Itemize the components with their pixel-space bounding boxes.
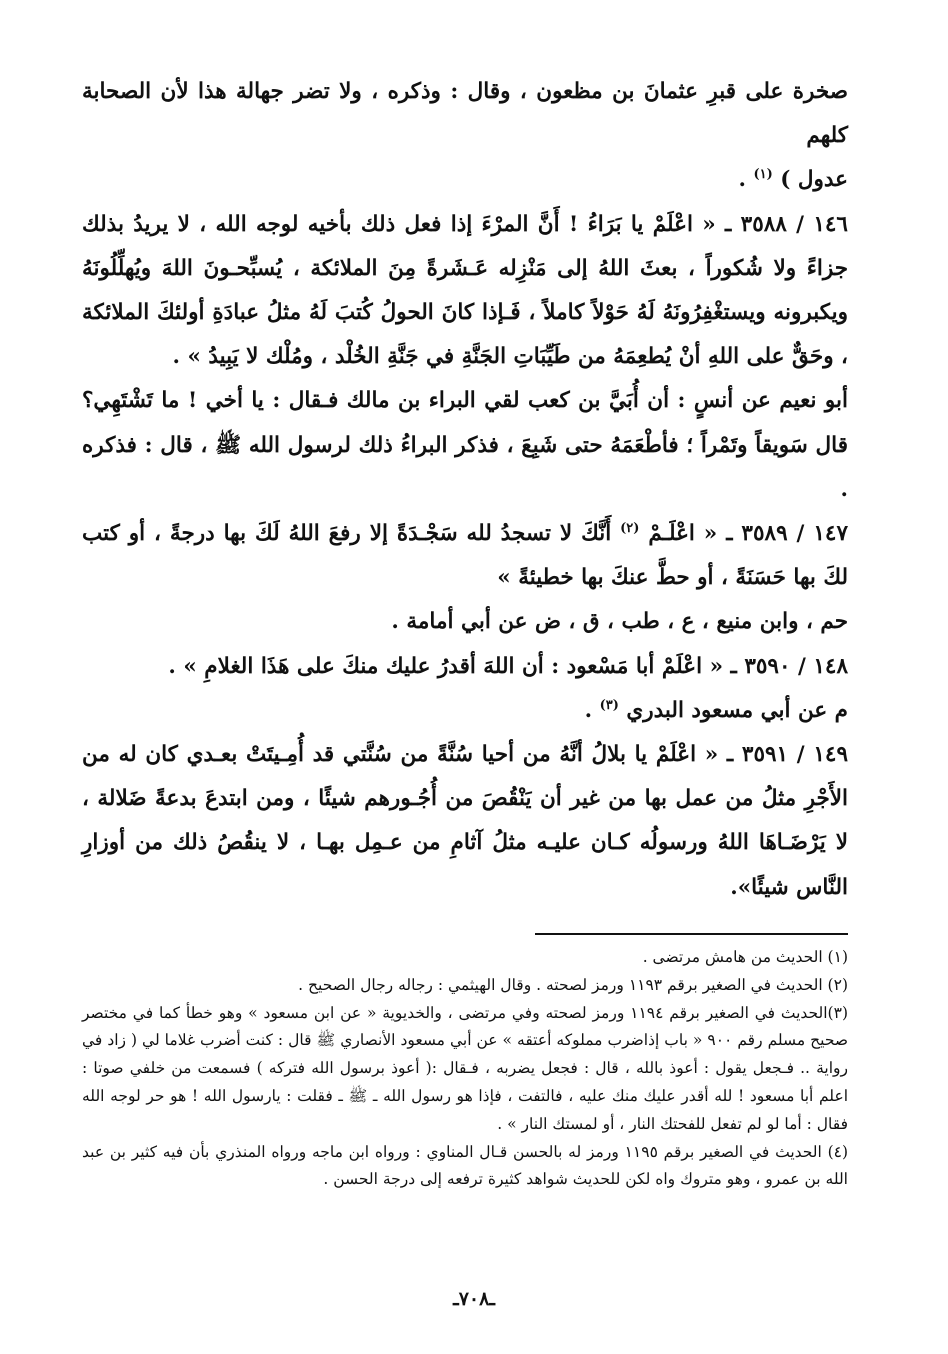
hadith-148-source <box>82 689 848 733</box>
hadith-text: « اعْلَمْ أبا مَسْعود : أن اللهَ أقدرُ عليك منكَ على هَذَا الغلامِ » . <box>168 653 724 679</box>
footnote-separator <box>535 933 848 935</box>
hadith-text-start: « اعْلَـمْ <box>639 521 718 547</box>
main-text <box>82 70 848 910</box>
hadith-147-source <box>82 600 848 644</box>
footnote-ref-2[interactable]: (٢) <box>620 520 640 536</box>
hadith-147 <box>82 512 848 600</box>
continuation-line-end: عدول ) <box>772 167 848 193</box>
footnote-3: (٣)الحديث في الصغير برقم ١١٩٤ ورمز لصحته وفي مرتضى ، والخديوية « عن ابن مسعود » وهو خطأ كما في مختصر صحيح مسلم رقم ٩٠٠ « باب إذاضرب مملوكه أعتقه » عن أبي مسعود الأنصاري ﷺ قال : كنت أضرب غلاما لي ( زاد في رواية .. فـجعل يقول : أعوذ بالله ، قال : فجعل يضربه ، فـقال :( أعوذ برسول الله فتركه ) فسمعت من خلفي صوتا : اعلم أبا مسعود ! لله أقدر عليك منك عليه ، فالتفت ، فإذا هو رسول الله ـ ﷺ ـ فقلت : يارسول الله ! هو حر لوجه الله فقال : أما لو لم تفعل للفحتك النار ، أو لمستك النار » . <box>82 1003 848 1133</box>
period: . <box>584 697 600 723</box>
hadith-number: ١٤٦ / ٣٥٨٨ ـ <box>725 211 848 237</box>
continuation-line: صخرة على قبرِ عثمانَ بن مظعون ، وقال : وذكره ، ولا تضر جهالة هذا لأن الصحابة كلهم <box>82 79 848 149</box>
period: . <box>738 167 754 193</box>
hadith-number: ١٤٩ / ٣٥٩١ ـ <box>726 742 848 768</box>
hadith-text: « اعْلَمْ يا بلالُ أنَّهُ من أحيا سُنَّةً من سُنَّتي قد أُمِـيتَتْ بعـدي كان له من الأَجْرِ مثلُ من عمل بها من غير أن يَنْقُصَ من أُجُـورهم شيئًا ، ومن ابتدعَ بدعةً ضَلالة ، لا يَرْضَـاهَا اللهُ ورسولُه كـان عليـه مثلُ آثامِ من عـمِل بهـا ، لا ينقُصُ ذلك من أوزارِ النَّاس شيئًا». <box>82 742 848 900</box>
page-number: ـ٧٠٨ـ <box>453 1288 495 1310</box>
footnote-ref-1[interactable]: (١) <box>753 167 773 183</box>
source-text: م عن أبي مسعود البدري <box>618 697 848 723</box>
footnote-2: (٢) الحديث في الصغير برقم ١١٩٣ ورمز لصحته . وقال الهيثمي : رجاله رجال الصحيح . <box>298 975 848 994</box>
source-text: حم ، وابن منيع ، ع ، طب ، ق ، ض عن أبي أمامة . <box>391 609 848 635</box>
hadith-number: ١٤٨ / ٣٥٩٠ ـ <box>730 653 848 679</box>
hadith-text: « اعْلَمْ يا بَرَاءُ ! أَنَّ المرْءَ إذا فعل ذلك بأخيه لوجه الله ، لا يريدُ بذلك جزاءً ولا شُكوراً ، بعثَ اللهُ إلى مَنْزِله عَـشَرةً مِنَ الملائكة ، يُسبِّحـونَ اللهَ ويُهلِّلُونَهُ ويكبرونه ويستغْفِرُونَهُ لَهُ حَوْلاً كاملاً ، فَـإذا كانَ الحولُ كُتبَ لَهُ مثلُ عبادَةِ أولئكَ الملائكة ، وحَقٌّ على اللهِ أنْ يُطعِمَهُ من طَيِّبَاتِ الجَنَّةِ في جَنَّةِ الخُلْد ، ومُلْك لا يَبِيدُ » . <box>82 211 848 370</box>
hadith-number: ١٤٧ / ٣٥٨٩ ـ <box>726 521 848 547</box>
footnote-ref-3[interactable]: (٣) <box>599 697 619 713</box>
hadith-149 <box>82 733 848 910</box>
footnote-4: (٤) الحديث في الصغير برقم ١١٩٥ ورمز له بالحسن قـال المناوي : ورواه ابن ماجه ورواه المنذري بأن فيه كثير بن عبد الله بن عمرو ، وهو متروك واه لكن للحديث شواهد كثيرة ترفعه إلى درجة الحسن . <box>82 1142 849 1189</box>
source-text: أبو نعيم عن أنسٍ : أن أُبَيَّ بن كعب لقي البراء بن مالك فـقال : يا أخي ! ما تَشْتَهِي؟ قال سَويقاً وتَمْراً ؛ فأطْعَمَهُ حتى شَبِعَ ، فذكر البراءُ ذلك لرسول الله ﷺ ، قال : فذكره . <box>82 388 848 502</box>
hadith-146 <box>82 203 848 380</box>
footnotes <box>82 944 848 1194</box>
footnote-1: (١) الحديث من هامش مرتضى . <box>642 948 848 966</box>
hadith-text-rest: أَنَّكَ لا تسجدُ لله سَجْـدَةً إلا رفعَ اللهُ لَكَ بها درجةً ، أو كتب لكَ بها حَسَنَةً ، أو حطَّ عنكَ بها خطيئةً » <box>82 521 848 591</box>
paragraph-continuation <box>82 70 848 203</box>
hadith-148 <box>82 645 848 689</box>
hadith-146-source <box>82 379 848 512</box>
